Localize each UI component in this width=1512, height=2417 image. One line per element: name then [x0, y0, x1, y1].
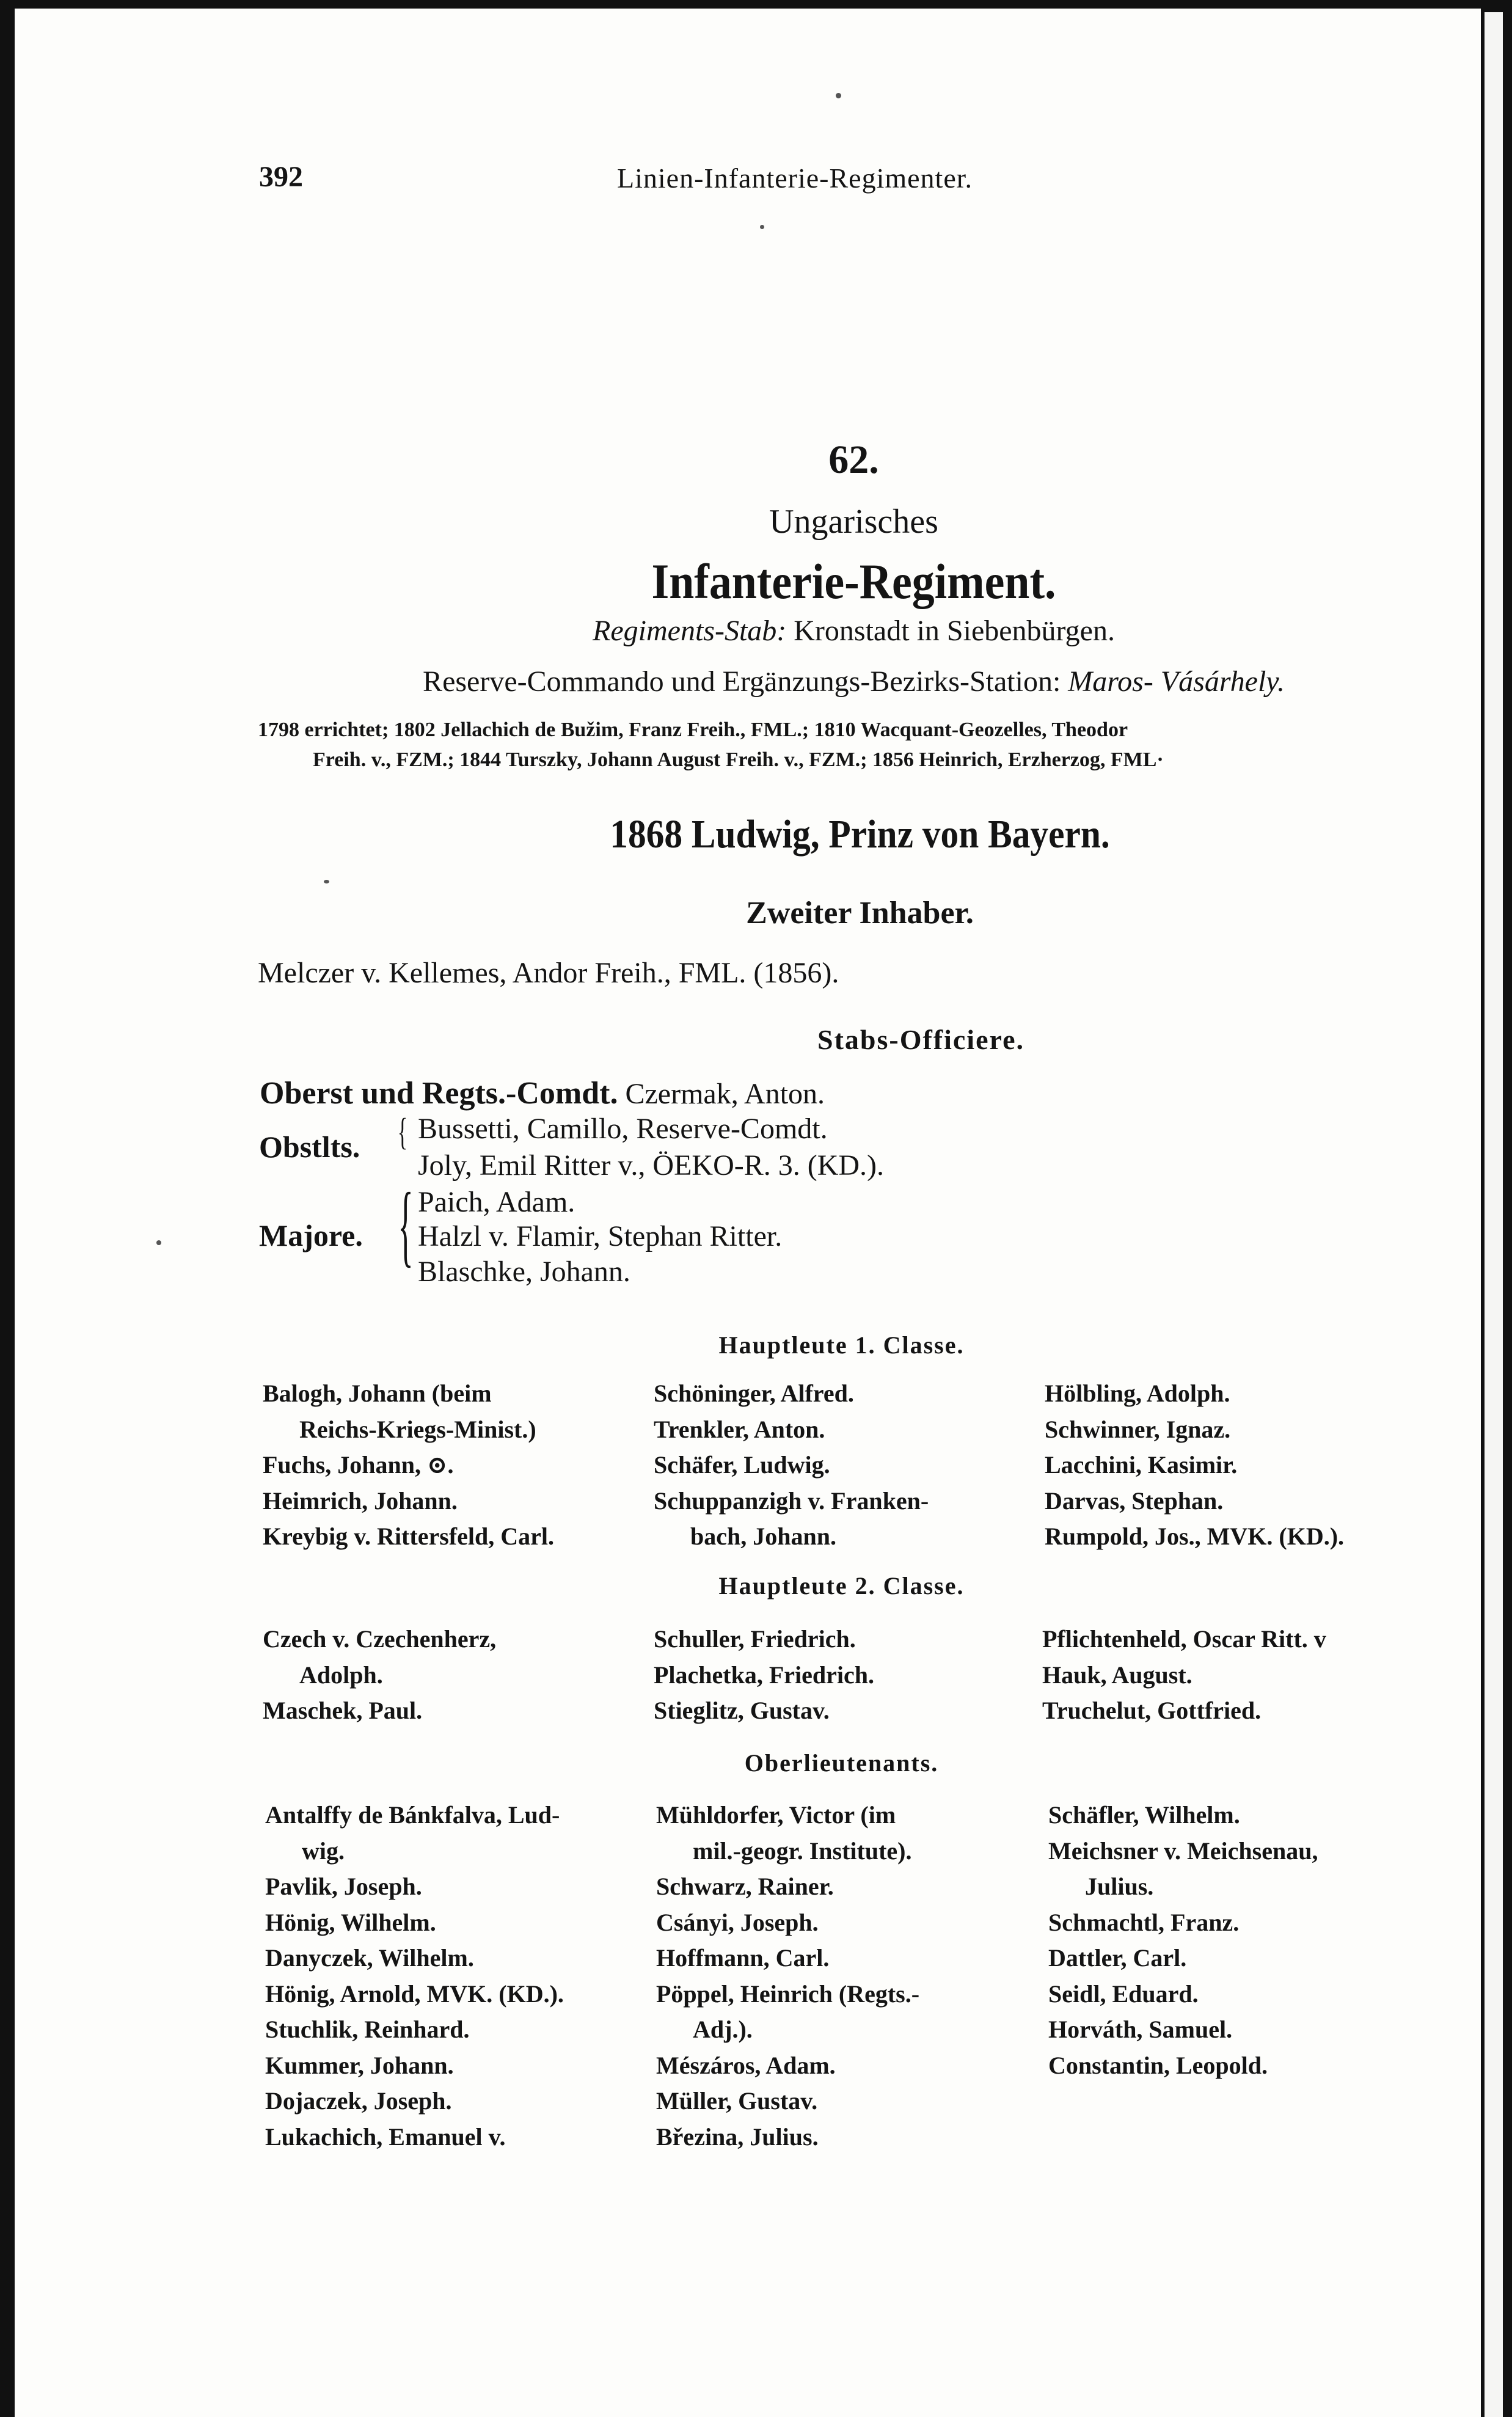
- oberst-name: Czermak, Anton.: [625, 1078, 825, 1110]
- list-item: Czech v. Czechenherz,: [263, 1625, 497, 1653]
- list-item: Lacchini, Kasimir.: [1045, 1451, 1238, 1479]
- list-item: Hoffmann, Carl.: [656, 1944, 830, 1972]
- list-item: Rumpold, Jos., MVK. (KD.).: [1045, 1523, 1345, 1550]
- list-item: Pavlik, Joseph.: [265, 1873, 422, 1900]
- regiment-history: [258, 715, 1397, 775]
- oberlieutenants-col1: [265, 1797, 632, 2155]
- list-item: Kummer, Johann.: [265, 2051, 454, 2079]
- ink-speck: [760, 225, 764, 229]
- scan-border-top: [0, 0, 1512, 9]
- oberst-line: [260, 1075, 825, 1111]
- major-entry: Paich, Adam.: [418, 1186, 575, 1218]
- list-item: Schäfler, Wilhelm.: [1048, 1801, 1240, 1829]
- regiment-title: Infanterie-Regiment.: [651, 554, 1056, 609]
- ink-speck: [156, 1240, 161, 1245]
- list-item: Constantin, Leopold.: [1048, 2051, 1268, 2079]
- list-item: mil.-geogr. Institute).: [693, 1837, 912, 1865]
- list-item: Schwarz, Rainer.: [656, 1873, 834, 1900]
- hauptleute-2-col3: [1042, 1622, 1409, 1729]
- list-item: Pflichtenheld, Oscar Ritt. v: [1042, 1625, 1326, 1653]
- ink-speck: [836, 93, 841, 98]
- inhaber: 1868 Ludwig, Prinz von Bayern.: [610, 812, 1110, 857]
- stab-value: Kronstadt in Siebenbürgen.: [794, 615, 1115, 647]
- list-item: Maschek, Paul.: [263, 1697, 423, 1724]
- regiments-stab: [98, 614, 1512, 648]
- hauptleute-2-col1: [263, 1622, 629, 1729]
- regiment-nationality: Ungarisches: [769, 503, 938, 541]
- ink-speck: [324, 880, 329, 883]
- majore-brace: {: [398, 1174, 414, 1276]
- list-item: Hönig, Wilhelm.: [265, 1908, 436, 1936]
- hauptleute-1-col3: [1045, 1376, 1411, 1555]
- hauptleute-2-heading: Hauptleute 2. Classe.: [718, 1572, 965, 1600]
- list-item: Julius.: [1085, 1873, 1154, 1900]
- hauptleute-1-heading: Hauptleute 1. Classe.: [718, 1331, 965, 1359]
- list-item: Hauk, August.: [1042, 1661, 1192, 1689]
- oberlieutenants-col3: [1048, 1797, 1415, 2083]
- list-item: Müller, Gustav.: [656, 2087, 818, 2115]
- list-item: Stieglitz, Gustav.: [654, 1697, 830, 1724]
- list-item: Schuppanzigh v. Franken-: [654, 1486, 929, 1515]
- stabs-officiere-heading: Stabs-Officiere.: [817, 1024, 1025, 1055]
- list-item: Trenkler, Anton.: [654, 1415, 825, 1443]
- obstlts-label: Obstlts.: [259, 1130, 360, 1164]
- list-item: Lukachich, Emanuel v.: [265, 2123, 506, 2151]
- list-item: wig.: [302, 1837, 345, 1865]
- regiment-number: 62.: [828, 437, 879, 482]
- zweiter-inhaber-name: Melczer v. Kellemes, Andor Freih., FML. (1856).: [258, 957, 839, 989]
- major-entry: Halzl v. Flamir, Stephan Ritter.: [418, 1220, 783, 1252]
- list-item: Hölbling, Adolph.: [1045, 1380, 1230, 1407]
- list-item: Schmachtl, Franz.: [1048, 1908, 1240, 1936]
- list-item: Hönig, Arnold, MVK. (KD.).: [265, 1980, 564, 2008]
- list-item: Schäfer, Ludwig.: [654, 1451, 830, 1479]
- oberlieutenants-heading: Oberlieutenants.: [744, 1749, 939, 1777]
- list-item: Dattler, Carl.: [1048, 1944, 1187, 1972]
- list-item: Horváth, Samuel.: [1048, 2016, 1233, 2043]
- list-item: Dojaczek, Joseph.: [265, 2087, 452, 2115]
- list-item: Seidl, Eduard.: [1048, 1980, 1199, 2008]
- list-item: Balogh, Johann (beim: [263, 1380, 492, 1407]
- list-item: Csányi, Joseph.: [656, 1908, 819, 1936]
- history-line: 1798 errichtet; 1802 Jellachich de Bužim, Franz Freih., FML.; 1810 Wacquant-Geozelles, Theodor: [258, 719, 1128, 741]
- list-item: Schuller, Friedrich.: [654, 1625, 856, 1653]
- list-item: Kreybig v. Rittersfeld, Carl.: [263, 1523, 554, 1550]
- list-item: Darvas, Stephan.: [1045, 1486, 1224, 1515]
- major-entry: Blaschke, Johann.: [418, 1256, 630, 1288]
- obstlt-entry: Joly, Emil Ritter v., ÖEKO-R. 3. (KD.).: [418, 1149, 885, 1182]
- list-item: Adolph.: [299, 1661, 383, 1689]
- list-item: Meichsner v. Meichsenau,: [1048, 1837, 1318, 1865]
- obstlts-brace: {: [397, 1111, 408, 1153]
- list-item: Danyczek, Wilhelm.: [265, 1944, 474, 1972]
- reserve-commando: [98, 665, 1512, 698]
- running-head: Linien-Infanterie-Regimenter.: [617, 163, 973, 194]
- list-item: Adj.).: [693, 2016, 753, 2043]
- list-item: Schöninger, Alfred.: [654, 1380, 854, 1407]
- hauptleute-1-col1: [263, 1376, 629, 1555]
- list-item: Truchelut, Gottfried.: [1042, 1697, 1262, 1724]
- oberlieutenants-col2: [656, 1797, 1023, 2155]
- oberst-label: Oberst und Regts.-Comdt.: [260, 1076, 618, 1111]
- scan-border-right-inner: [1485, 12, 1503, 2417]
- history-line: Freih. v., FZM.; 1844 Turszky, Johann August Freih. v., FZM.; 1856 Heinrich, Erzherzog, FML·: [313, 748, 1164, 771]
- list-item: Mühldorfer, Victor (im: [656, 1801, 896, 1829]
- list-item: Heimrich, Johann.: [263, 1486, 458, 1515]
- reserve-label: Reserve-Commando und Ergänzungs-Bezirks-Station:: [423, 665, 1061, 698]
- list-item: Schwinner, Ignaz.: [1045, 1415, 1231, 1443]
- list-item: Fuchs, Johann, ⊙.: [263, 1451, 454, 1479]
- reserve-value: Maros- Vásárhely.: [1068, 665, 1285, 698]
- page-number: 392: [259, 161, 303, 193]
- list-item: Plachetka, Friedrich.: [654, 1661, 875, 1689]
- obstlt-entry: Bussetti, Camillo, Reserve-Comdt.: [418, 1113, 828, 1145]
- hauptleute-2-col2: [654, 1622, 1020, 1729]
- list-item: Pöppel, Heinrich (Regts.-: [656, 1980, 920, 2008]
- list-item: Stuchlik, Reinhard.: [265, 2016, 470, 2043]
- hauptleute-1-col2: [654, 1376, 1020, 1555]
- list-item: Antalffy de Bánkfalva, Lud-: [265, 1801, 560, 1829]
- majore-label: Majore.: [259, 1218, 363, 1252]
- stab-label: Regiments-Stab:: [593, 615, 787, 647]
- list-item: bach, Johann.: [690, 1523, 836, 1550]
- scan-border-left: [0, 0, 15, 2417]
- list-item: Březina, Julius.: [656, 2123, 819, 2151]
- list-item: Reichs-Kriegs-Minist.): [299, 1415, 536, 1443]
- list-item: Mészáros, Adam.: [656, 2051, 836, 2079]
- zweiter-inhaber-heading: Zweiter Inhaber.: [746, 896, 974, 931]
